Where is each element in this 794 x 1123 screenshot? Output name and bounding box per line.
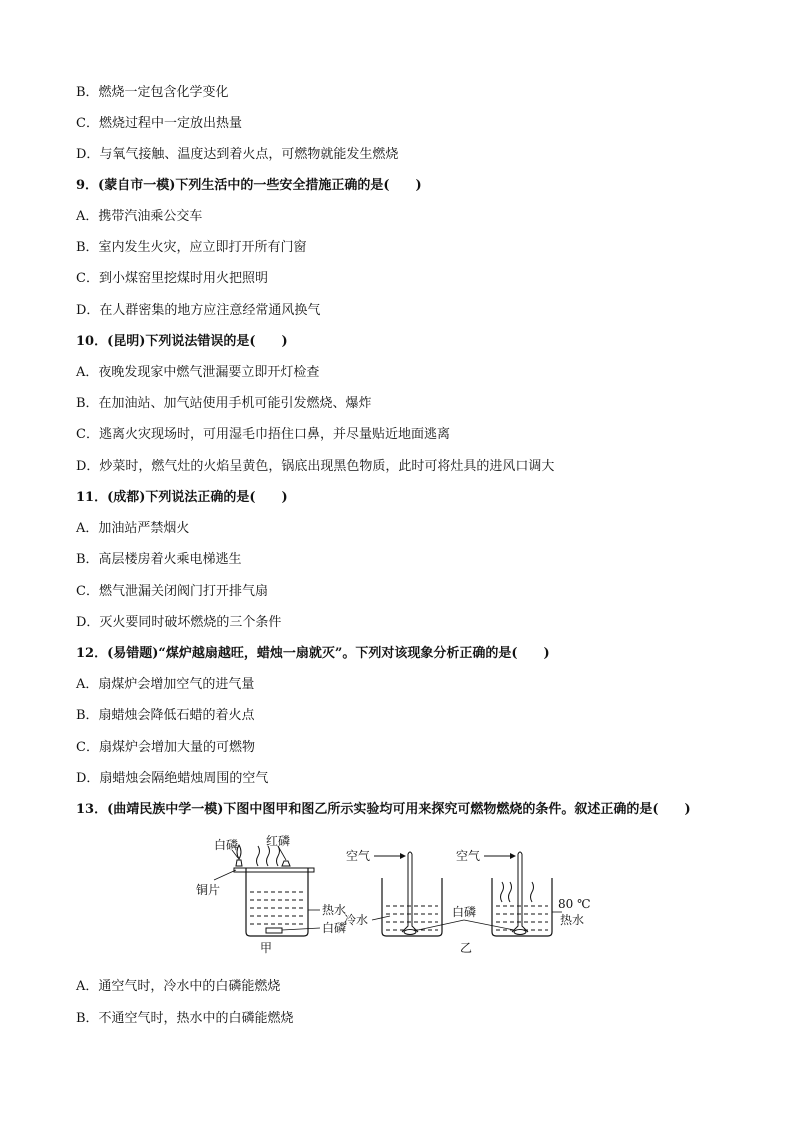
red-phosphorus bbox=[282, 861, 290, 866]
answer-option: B．扇蜡烛会降低石蜡的着火点 bbox=[76, 708, 255, 723]
white-phosphorus-top bbox=[236, 860, 242, 866]
answer-option: A．扇煤炉会增加空气的进气量 bbox=[76, 677, 255, 692]
label-copper: 铜片 bbox=[196, 883, 221, 897]
label-white-phosphorus: 白磷 bbox=[214, 838, 239, 852]
answer-option: D．与氧气接触、温度达到着火点，可燃物就能发生燃烧 bbox=[76, 147, 399, 162]
answer-option: D．炒菜时，燃气灶的火焰呈黄色，锅底出现黑色物质，此时可将灶具的进风口调大 bbox=[76, 459, 555, 474]
label-white-phosphorus-yi: 白磷 bbox=[452, 905, 477, 919]
tube-left bbox=[402, 854, 418, 932]
answer-option: C．逃离火灾现场时，可用湿毛巾捂住口鼻，并尽量贴近地面逃离 bbox=[76, 427, 450, 442]
label-hot-water-yi: 热水 bbox=[560, 913, 585, 927]
question-stem: 12．(易错题)“煤炉越扇越旺，蜡烛一扇就灭”。下列对该现象分析正确的是( ) bbox=[76, 646, 550, 661]
answer-option: B．燃烧一定包含化学变化 bbox=[76, 85, 229, 100]
answer-option: B．在加油站、加气站使用手机可能引发燃烧、爆炸 bbox=[76, 396, 372, 411]
label-air-right: 空气 bbox=[456, 849, 481, 863]
smoke-jia bbox=[257, 846, 280, 866]
label-red-phosphorus: 红磷 bbox=[266, 834, 291, 848]
beaker-jia bbox=[246, 868, 308, 936]
white-phosphorus-hot bbox=[514, 930, 526, 935]
answer-option: A．通空气时，冷水中的白磷能燃烧 bbox=[76, 979, 281, 994]
label-white-phosphorus-bottom: 白磷 bbox=[322, 921, 347, 935]
label-air-left: 空气 bbox=[346, 849, 371, 863]
answer-option: C．扇煤炉会增加大量的可燃物 bbox=[76, 740, 255, 755]
caption-jia: 甲 bbox=[260, 941, 273, 955]
figure-yi bbox=[344, 848, 591, 955]
label-temperature: 80 ℃ bbox=[558, 897, 591, 911]
answer-option: A．携带汽油乘公交车 bbox=[76, 209, 203, 224]
question-stem: 11．(成都)下列说法正确的是( ) bbox=[76, 490, 288, 505]
label-hot-water-jia: 热水 bbox=[322, 903, 347, 917]
answer-option: B．高层楼房着火乘电梯逃生 bbox=[76, 552, 242, 567]
caption-yi: 乙 bbox=[460, 941, 473, 955]
answer-option: C．燃烧过程中一定放出热量 bbox=[76, 116, 242, 131]
answer-option: A．夜晚发现家中燃气泄漏要立即开灯检查 bbox=[76, 365, 320, 380]
experiment-figure bbox=[196, 832, 596, 960]
answer-option: C．燃气泄漏关闭阀门打开排气扇 bbox=[76, 584, 268, 599]
answer-option: D．灭火要同时破坏燃烧的三个条件 bbox=[76, 615, 282, 630]
answer-option: C．到小煤窑里挖煤时用火把照明 bbox=[76, 271, 268, 286]
tube-right bbox=[512, 854, 528, 932]
white-phosphorus-bottom bbox=[266, 928, 282, 933]
answer-option: B．室内发生火灾，应立即打开所有门窗 bbox=[76, 240, 307, 255]
smoke-yi bbox=[501, 882, 534, 902]
figure-jia bbox=[196, 833, 346, 955]
white-phosphorus-cold bbox=[404, 930, 416, 935]
question-stem: 9．(蒙自市一模)下列生活中的一些安全措施正确的是( ) bbox=[76, 178, 422, 193]
question-stem: 10．(昆明)下列说法错误的是( ) bbox=[76, 334, 288, 349]
question-stem: 13．(曲靖民族中学一模)下图中图甲和图乙所示实验均可用来探究可燃物燃烧的条件。叙述正确的是( ) bbox=[76, 802, 691, 817]
answer-option: D．在人群密集的地方应注意经常通风换气 bbox=[76, 303, 321, 318]
water-jia bbox=[250, 892, 304, 924]
answer-option: B．不通空气时，热水中的白磷能燃烧 bbox=[76, 1011, 294, 1026]
answer-option: A．加油站严禁烟火 bbox=[76, 521, 190, 536]
label-cold-water: 冷水 bbox=[344, 913, 369, 927]
experiment-diagram bbox=[196, 832, 596, 960]
answer-option: D．扇蜡烛会隔绝蜡烛周围的空气 bbox=[76, 771, 269, 786]
